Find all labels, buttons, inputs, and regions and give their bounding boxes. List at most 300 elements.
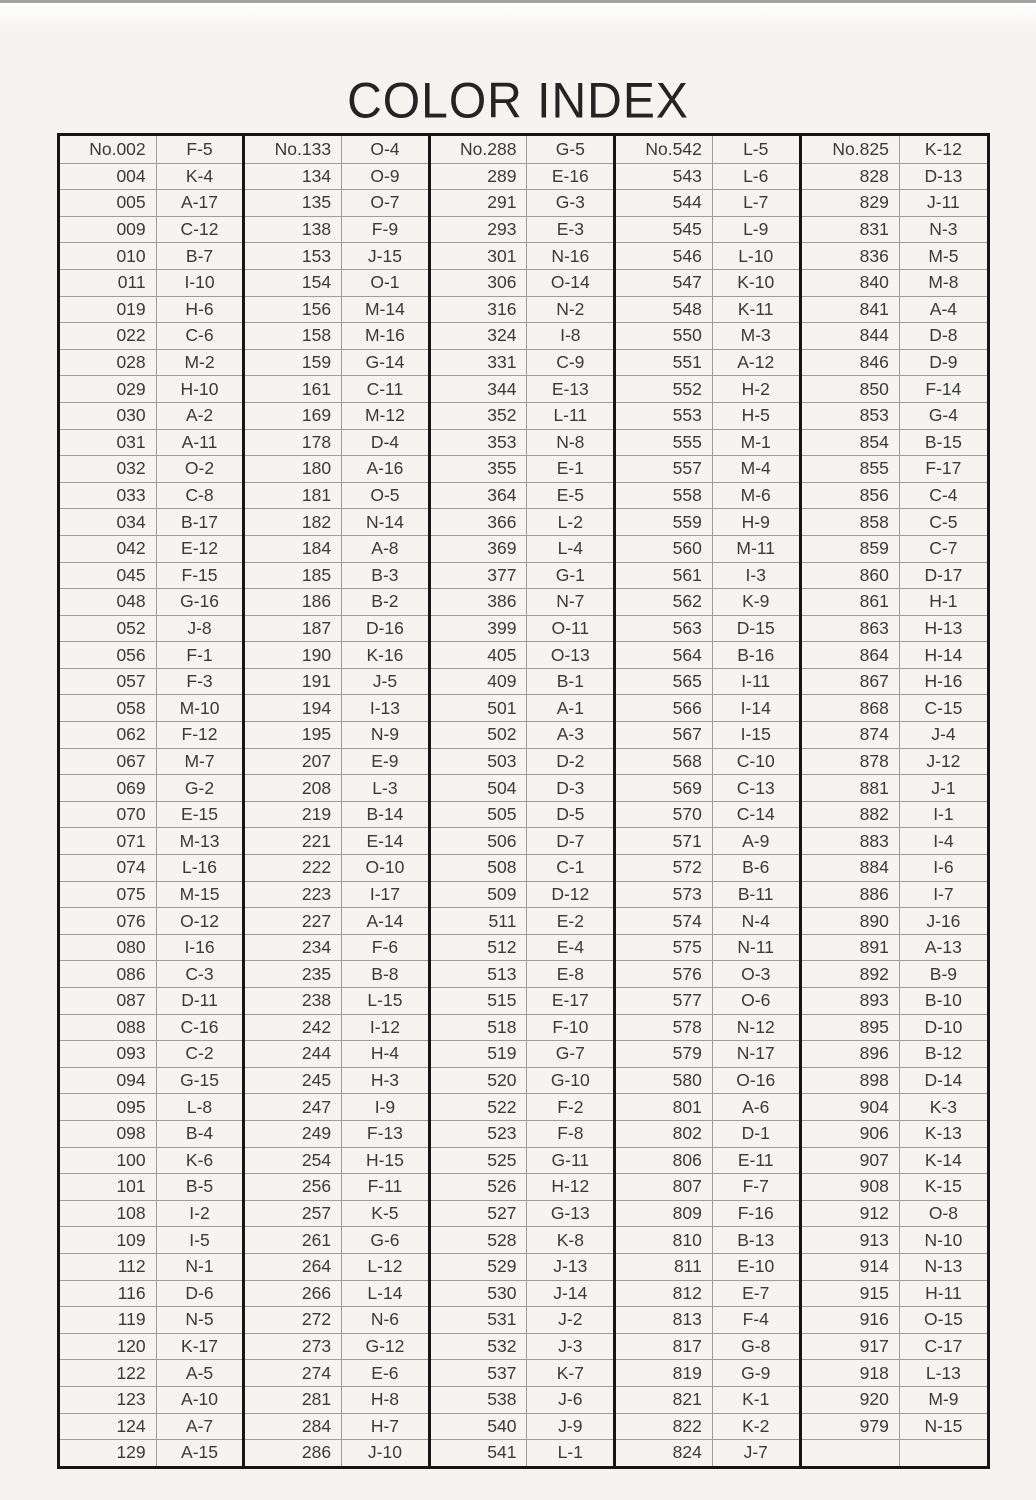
index-code-cell: O-13 xyxy=(527,641,613,668)
index-code-cell: I-3 xyxy=(713,562,799,589)
index-code-cell: F-7 xyxy=(713,1173,799,1200)
index-number-cell: 513 xyxy=(431,960,528,987)
index-number-cell: 208 xyxy=(245,774,342,801)
index-number-cell: 844 xyxy=(802,322,900,349)
index-code-cell: E-14 xyxy=(342,827,428,854)
index-code-cell: C-2 xyxy=(157,1040,243,1067)
index-number-cell: 564 xyxy=(616,641,713,668)
index-number-cell: 511 xyxy=(431,907,528,934)
index-number-cell: 895 xyxy=(802,1014,900,1041)
index-number-cell: 853 xyxy=(802,402,900,429)
index-number-cell: 579 xyxy=(616,1040,713,1067)
index-number-cell: 067 xyxy=(60,748,157,775)
index-code-cell: B-14 xyxy=(342,801,428,828)
index-number-cell: 045 xyxy=(60,562,157,589)
index-code-cell: F-8 xyxy=(527,1120,613,1147)
index-number-cell: 080 xyxy=(60,934,157,961)
index-code-cell: I-5 xyxy=(157,1226,243,1253)
index-code-cell: M-8 xyxy=(900,269,987,296)
index-number-cell: 273 xyxy=(245,1333,342,1360)
index-code-cell: M-2 xyxy=(157,349,243,376)
index-code-cell: O-9 xyxy=(342,163,428,190)
index-number-cell: 249 xyxy=(245,1120,342,1147)
index-code-cell: H-10 xyxy=(157,375,243,402)
index-code-cell: I-10 xyxy=(157,269,243,296)
index-code-cell: D-6 xyxy=(157,1280,243,1307)
index-code-cell: K-7 xyxy=(527,1359,613,1386)
index-number-cell: 219 xyxy=(245,801,342,828)
index-number-cell: 860 xyxy=(802,562,900,589)
index-code-cell: H-9 xyxy=(713,508,799,535)
index-code-cell: B-12 xyxy=(900,1040,987,1067)
index-number-cell: 112 xyxy=(60,1253,157,1280)
index-code-cell: N-10 xyxy=(900,1226,987,1253)
index-number-cell: 891 xyxy=(802,934,900,961)
index-number-cell: 864 xyxy=(802,641,900,668)
index-number-cell: 915 xyxy=(802,1280,900,1307)
index-code-cell: D-16 xyxy=(342,615,428,642)
index-number-cell: 122 xyxy=(60,1359,157,1386)
index-code-cell: C-13 xyxy=(713,774,799,801)
index-number-cell: 169 xyxy=(245,402,342,429)
index-code-cell: D-11 xyxy=(157,987,243,1014)
index-code-cell: E-16 xyxy=(527,163,613,190)
index-code-cell: D-7 xyxy=(527,827,613,854)
index-column-group xyxy=(431,136,616,1466)
index-code-cell: N-17 xyxy=(713,1040,799,1067)
index-code-cell: C-15 xyxy=(900,694,987,721)
index-number-cell: 540 xyxy=(431,1413,528,1440)
index-code-cell: I-15 xyxy=(713,721,799,748)
index-number-cell: 042 xyxy=(60,535,157,562)
index-number-cell: 074 xyxy=(60,854,157,881)
index-code-cell: L-14 xyxy=(342,1280,428,1307)
index-number-cell: 005 xyxy=(60,189,157,216)
index-code-cell: A-13 xyxy=(900,934,987,961)
index-code-cell: E-4 xyxy=(527,934,613,961)
index-number-cell: 836 xyxy=(802,242,900,269)
index-number-cell: 906 xyxy=(802,1120,900,1147)
index-code-cell: A-14 xyxy=(342,907,428,934)
index-number-cell: 574 xyxy=(616,907,713,934)
index-number-cell xyxy=(802,1439,900,1466)
index-number-cell: 518 xyxy=(431,1014,528,1041)
index-code-cell: G-2 xyxy=(157,774,243,801)
index-number-cell: 573 xyxy=(616,881,713,908)
index-code-cell: K-10 xyxy=(713,269,799,296)
index-number-cell: 890 xyxy=(802,907,900,934)
index-code-cell: O-7 xyxy=(342,189,428,216)
index-code-cell: I-6 xyxy=(900,854,987,881)
index-code-cell: O-2 xyxy=(157,455,243,482)
index-code-cell: D-8 xyxy=(900,322,987,349)
index-code-cell: A-11 xyxy=(157,429,243,456)
index-code-cell: C-3 xyxy=(157,960,243,987)
index-number-cell: 508 xyxy=(431,854,528,881)
index-code-cell: M-13 xyxy=(157,827,243,854)
index-code-cell: E-13 xyxy=(527,375,613,402)
index-number-cell: 824 xyxy=(616,1439,713,1466)
index-code-cell: H-4 xyxy=(342,1040,428,1067)
index-code-cell: I-17 xyxy=(342,881,428,908)
index-number-cell: 324 xyxy=(431,322,528,349)
index-number-cell: 802 xyxy=(616,1120,713,1147)
index-code-cell: C-14 xyxy=(713,801,799,828)
index-number-cell: 071 xyxy=(60,827,157,854)
index-number-cell: 116 xyxy=(60,1280,157,1307)
index-code-cell: F-6 xyxy=(342,934,428,961)
index-number-cell: 075 xyxy=(60,881,157,908)
index-number-cell: 881 xyxy=(802,774,900,801)
index-number-cell: 828 xyxy=(802,163,900,190)
index-number-cell: 874 xyxy=(802,721,900,748)
index-number-cell: 572 xyxy=(616,854,713,881)
index-number-cell: 028 xyxy=(60,349,157,376)
index-number-cell: 256 xyxy=(245,1173,342,1200)
index-code-cell: D-15 xyxy=(713,615,799,642)
index-number-cell: 048 xyxy=(60,588,157,615)
index-code-cell: M-9 xyxy=(900,1386,987,1413)
index-number-cell: 022 xyxy=(60,322,157,349)
index-code-cell: N-6 xyxy=(342,1306,428,1333)
index-code-cell: I-1 xyxy=(900,801,987,828)
index-code-cell: E-17 xyxy=(527,987,613,1014)
index-code-cell: H-16 xyxy=(900,668,987,695)
index-number-cell: 190 xyxy=(245,641,342,668)
index-number-cell: 245 xyxy=(245,1067,342,1094)
index-code-cell: F-14 xyxy=(900,375,987,402)
index-code-cell: J-5 xyxy=(342,668,428,695)
index-number-cell: 101 xyxy=(60,1173,157,1200)
index-number-cell: 841 xyxy=(802,296,900,323)
index-number-cell: 182 xyxy=(245,508,342,535)
index-code-cell: K-13 xyxy=(900,1120,987,1147)
index-code-cell: A-10 xyxy=(157,1386,243,1413)
index-code-cell: G-3 xyxy=(527,189,613,216)
index-code-cell: F-13 xyxy=(342,1120,428,1147)
index-column-group xyxy=(616,136,801,1466)
index-code-cell: G-1 xyxy=(527,562,613,589)
index-code-cell: L-6 xyxy=(713,163,799,190)
index-code-cell: B-16 xyxy=(713,641,799,668)
index-code-cell: M-1 xyxy=(713,429,799,456)
index-code-cell: A-1 xyxy=(527,694,613,721)
index-code-cell: D-14 xyxy=(900,1067,987,1094)
index-code-cell: G-14 xyxy=(342,349,428,376)
index-number-cell: 855 xyxy=(802,455,900,482)
index-code-cell: K-15 xyxy=(900,1173,987,1200)
index-number-cell: 538 xyxy=(431,1386,528,1413)
index-code-cell: J-9 xyxy=(527,1413,613,1440)
index-number-cell: 286 xyxy=(245,1439,342,1466)
index-code-cell: E-9 xyxy=(342,748,428,775)
index-code-cell: K-11 xyxy=(713,296,799,323)
index-code-cell: L-3 xyxy=(342,774,428,801)
index-number-cell: 541 xyxy=(431,1439,528,1466)
index-number-cell: 222 xyxy=(245,854,342,881)
index-code-cell: C-11 xyxy=(342,375,428,402)
index-code-cell: B-8 xyxy=(342,960,428,987)
index-number-cell: 029 xyxy=(60,375,157,402)
index-number-cell: 109 xyxy=(60,1226,157,1253)
index-number-cell: 546 xyxy=(616,242,713,269)
index-number-cell: 503 xyxy=(431,748,528,775)
index-code-cell: N-12 xyxy=(713,1014,799,1041)
index-code-cell: A-3 xyxy=(527,721,613,748)
index-code-cell: A-15 xyxy=(157,1439,243,1466)
index-number-cell: 234 xyxy=(245,934,342,961)
index-number-cell: 858 xyxy=(802,508,900,535)
index-code-cell: O-8 xyxy=(900,1200,987,1227)
index-number-cell: 577 xyxy=(616,987,713,1014)
index-number-cell: 069 xyxy=(60,774,157,801)
index-number-cell: 563 xyxy=(616,615,713,642)
index-number-cell: 550 xyxy=(616,322,713,349)
index-code-cell: F-5 xyxy=(186,138,213,159)
index-number-cell: 526 xyxy=(431,1173,528,1200)
index-code-cell: I-13 xyxy=(342,694,428,721)
index-code-cell: L-16 xyxy=(157,854,243,881)
index-number-cell: 266 xyxy=(245,1280,342,1307)
index-code-cell: K-2 xyxy=(713,1413,799,1440)
index-number-cell: 185 xyxy=(245,562,342,589)
index-code-cell: D-3 xyxy=(527,774,613,801)
index-code-cell: E-5 xyxy=(527,482,613,509)
index-number-cell: 352 xyxy=(431,402,528,429)
index-number-cell: 568 xyxy=(616,748,713,775)
index-code-cell: F-3 xyxy=(157,668,243,695)
index-number-cell: 124 xyxy=(60,1413,157,1440)
index-code-cell: O-10 xyxy=(342,854,428,881)
index-code-cell: G-5 xyxy=(555,138,585,159)
index-code-cell: J-4 xyxy=(900,721,987,748)
index-code-cell: N-5 xyxy=(157,1306,243,1333)
index-code-cell: F-1 xyxy=(157,641,243,668)
index-number-cell: 856 xyxy=(802,482,900,509)
index-number-cell: 108 xyxy=(60,1200,157,1227)
index-code-cell: C-16 xyxy=(157,1014,243,1041)
index-code-cell: M-16 xyxy=(342,322,428,349)
index-number-cell: No.288 xyxy=(431,136,528,163)
index-code-cell: G-8 xyxy=(713,1333,799,1360)
index-number-cell: 547 xyxy=(616,269,713,296)
index-code-cell: D-1 xyxy=(713,1120,799,1147)
index-code-cell: I-11 xyxy=(713,668,799,695)
index-number-cell: 807 xyxy=(616,1173,713,1200)
index-number-cell: 019 xyxy=(60,296,157,323)
index-code-cell: E-3 xyxy=(527,216,613,243)
index-number-cell: 070 xyxy=(60,801,157,828)
index-number-cell: 272 xyxy=(245,1306,342,1333)
index-code-cell: D-12 xyxy=(527,881,613,908)
index-number-cell: 030 xyxy=(60,402,157,429)
index-number-cell: 095 xyxy=(60,1093,157,1120)
index-number-cell: 086 xyxy=(60,960,157,987)
index-code-cell: M-4 xyxy=(713,455,799,482)
index-code-cell: A-4 xyxy=(900,296,987,323)
index-number-cell: 545 xyxy=(616,216,713,243)
index-number-cell: 120 xyxy=(60,1333,157,1360)
index-number-cell: 221 xyxy=(245,827,342,854)
index-number-cell: 244 xyxy=(245,1040,342,1067)
index-code-cell: L-10 xyxy=(713,242,799,269)
index-code-cell: L-12 xyxy=(342,1253,428,1280)
index-code-cell: O-3 xyxy=(713,960,799,987)
index-number-cell: 904 xyxy=(802,1093,900,1120)
index-code-cell: N-8 xyxy=(527,429,613,456)
index-number-cell: No.542 xyxy=(616,136,713,163)
index-number-cell: 094 xyxy=(60,1067,157,1094)
index-code-cell: I-14 xyxy=(713,694,799,721)
index-number-cell: 184 xyxy=(245,535,342,562)
index-column-group xyxy=(245,136,430,1466)
index-number-cell: 399 xyxy=(431,615,528,642)
index-code-cell: O-4 xyxy=(370,138,400,159)
index-number-cell: 289 xyxy=(431,163,528,190)
index-code-cell: C-6 xyxy=(157,322,243,349)
index-code-cell: I-7 xyxy=(900,881,987,908)
index-number-cell: 912 xyxy=(802,1200,900,1227)
index-number-cell: 238 xyxy=(245,987,342,1014)
index-code-cell: K-5 xyxy=(342,1200,428,1227)
index-number-cell: 908 xyxy=(802,1173,900,1200)
index-number-cell: 914 xyxy=(802,1253,900,1280)
index-number-cell: 920 xyxy=(802,1386,900,1413)
index-number-cell: 159 xyxy=(245,349,342,376)
index-code-cell: M-6 xyxy=(713,482,799,509)
index-code-cell: H-12 xyxy=(527,1173,613,1200)
index-number-cell: 525 xyxy=(431,1147,528,1174)
index-number-cell: 809 xyxy=(616,1200,713,1227)
index-number-cell: 509 xyxy=(431,881,528,908)
index-number-cell: 057 xyxy=(60,668,157,695)
index-code-cell: A-9 xyxy=(713,827,799,854)
index-number-cell: 254 xyxy=(245,1147,342,1174)
index-number-cell: 088 xyxy=(60,1014,157,1041)
index-number-cell: 009 xyxy=(60,216,157,243)
index-code-cell: K-8 xyxy=(527,1226,613,1253)
index-code-cell: G-16 xyxy=(157,588,243,615)
index-code-cell: D-4 xyxy=(342,429,428,456)
index-code-cell: L-7 xyxy=(713,189,799,216)
index-code-cell: D-2 xyxy=(527,748,613,775)
index-number-cell: 353 xyxy=(431,429,528,456)
index-number-cell: 274 xyxy=(245,1359,342,1386)
index-code-cell: J-13 xyxy=(527,1253,613,1280)
index-number-cell: 056 xyxy=(60,641,157,668)
index-code-cell: D-9 xyxy=(900,349,987,376)
index-number-cell: 502 xyxy=(431,721,528,748)
index-code-cell: F-2 xyxy=(527,1093,613,1120)
index-code-cell: J-1 xyxy=(900,774,987,801)
index-number-cell: 846 xyxy=(802,349,900,376)
index-code-cell: E-6 xyxy=(342,1359,428,1386)
index-number-cell: 896 xyxy=(802,1040,900,1067)
index-number-cell: 859 xyxy=(802,535,900,562)
index-number-cell: 519 xyxy=(431,1040,528,1067)
index-number-cell: 571 xyxy=(616,827,713,854)
index-number-cell: 840 xyxy=(802,269,900,296)
index-number-cell: 291 xyxy=(431,189,528,216)
index-code-cell: N-14 xyxy=(342,508,428,535)
index-number-cell: 386 xyxy=(431,588,528,615)
index-number-cell: 154 xyxy=(245,269,342,296)
index-number-cell: 515 xyxy=(431,987,528,1014)
index-code-cell: N-1 xyxy=(157,1253,243,1280)
index-code-cell: F-9 xyxy=(342,216,428,243)
index-number-cell: 186 xyxy=(245,588,342,615)
index-number-cell: 257 xyxy=(245,1200,342,1227)
index-code-cell: H-5 xyxy=(713,402,799,429)
index-number-cell: 377 xyxy=(431,562,528,589)
index-number-cell: 505 xyxy=(431,801,528,828)
index-number-cell: 580 xyxy=(616,1067,713,1094)
index-number-cell: 261 xyxy=(245,1226,342,1253)
index-number-cell: 551 xyxy=(616,349,713,376)
index-code-cell: G-9 xyxy=(713,1359,799,1386)
index-code-cell: I-9 xyxy=(342,1093,428,1120)
index-number-cell: 364 xyxy=(431,482,528,509)
index-number-cell: 501 xyxy=(431,694,528,721)
index-number-cell: 191 xyxy=(245,668,342,695)
index-number-cell: 560 xyxy=(616,535,713,562)
index-code-cell: J-16 xyxy=(900,907,987,934)
index-number-cell: 098 xyxy=(60,1120,157,1147)
index-number-cell: 076 xyxy=(60,907,157,934)
index-number-cell: 557 xyxy=(616,455,713,482)
index-code-cell xyxy=(900,1439,987,1466)
index-code-cell: O-5 xyxy=(342,482,428,509)
index-code-cell: F-4 xyxy=(713,1306,799,1333)
index-number-cell: 010 xyxy=(60,242,157,269)
index-code-cell: E-15 xyxy=(157,801,243,828)
index-number-cell: 504 xyxy=(431,774,528,801)
index-number-cell: 123 xyxy=(60,1386,157,1413)
index-code-cell: A-2 xyxy=(157,402,243,429)
index-code-cell: A-7 xyxy=(157,1413,243,1440)
index-code-cell: O-11 xyxy=(527,615,613,642)
index-number-cell: 207 xyxy=(245,748,342,775)
index-number-cell: 548 xyxy=(616,296,713,323)
index-number-cell: 850 xyxy=(802,375,900,402)
index-code-cell: N-7 xyxy=(527,588,613,615)
index-number-cell: 868 xyxy=(802,694,900,721)
index-code-cell: K-3 xyxy=(900,1093,987,1120)
index-code-cell: C-5 xyxy=(900,508,987,535)
index-number-cell: 058 xyxy=(60,694,157,721)
index-number-cell: 553 xyxy=(616,402,713,429)
index-number-cell: 062 xyxy=(60,721,157,748)
index-number-cell: 161 xyxy=(245,375,342,402)
index-number-cell: 156 xyxy=(245,296,342,323)
index-number-cell: 031 xyxy=(60,429,157,456)
index-number-cell: 578 xyxy=(616,1014,713,1041)
index-number-cell: 544 xyxy=(616,189,713,216)
index-code-cell: B-15 xyxy=(900,429,987,456)
index-code-cell: J-2 xyxy=(527,1306,613,1333)
index-code-cell: H-1 xyxy=(900,588,987,615)
index-code-cell: K-12 xyxy=(924,138,962,159)
index-code-cell: J-7 xyxy=(713,1439,799,1466)
index-code-cell: O-14 xyxy=(527,269,613,296)
index-code-cell: E-8 xyxy=(527,960,613,987)
index-number-cell: 916 xyxy=(802,1306,900,1333)
index-number-cell: 355 xyxy=(431,455,528,482)
index-number-cell: 087 xyxy=(60,987,157,1014)
index-code-cell: F-16 xyxy=(713,1200,799,1227)
index-code-cell: L-2 xyxy=(527,508,613,535)
index-number-cell: 892 xyxy=(802,960,900,987)
